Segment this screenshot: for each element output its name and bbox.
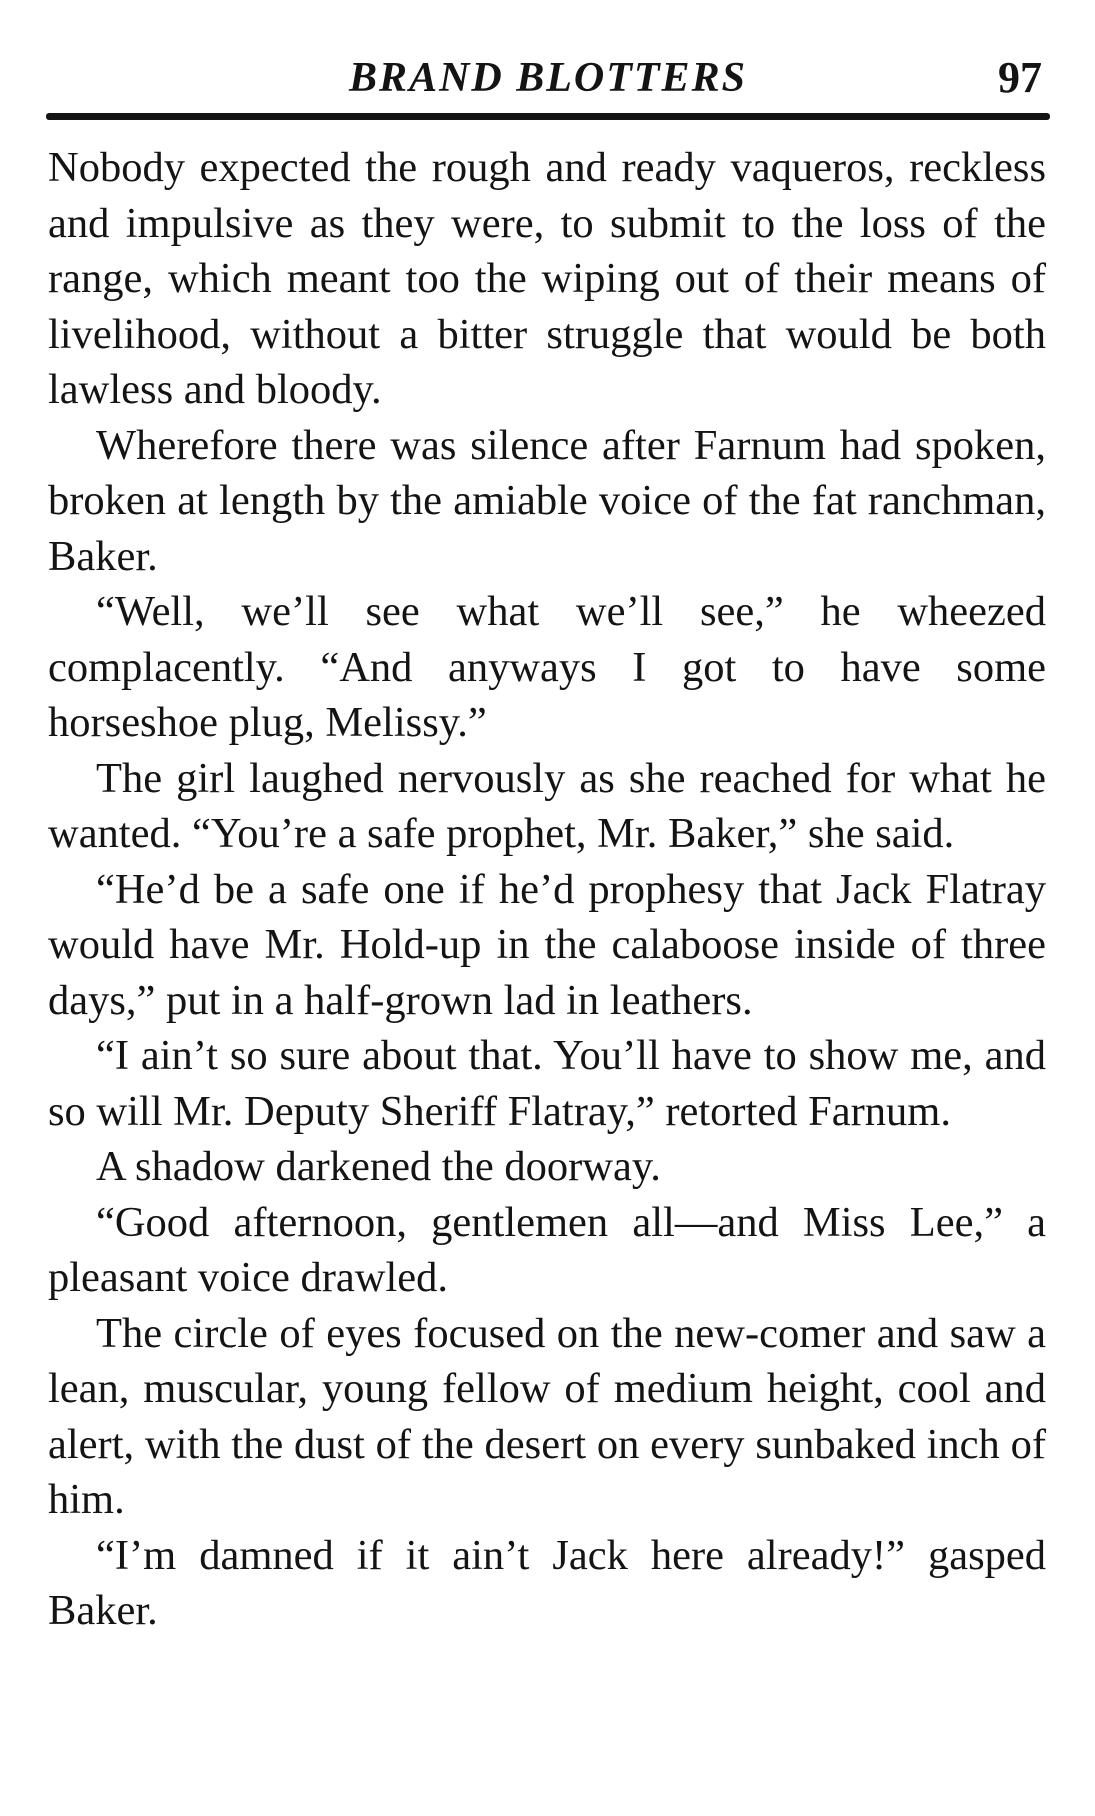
paragraph: A shadow darkened the doorway.	[96, 1143, 661, 1190]
paragraph: “He’d be a safe one if he’d prophesy that Jack Flatray would have Mr. Hold-up in the calaboose inside of three days,” put in a half-grown lad in leathers.	[48, 865, 1046, 1024]
body-text	[48, 140, 1046, 1639]
paragraph: Nobody expected the rough and ready vaqueros, reckless and impulsive as they were, to submit to the loss of the range, which meant too the wiping out of their means of livelihood, without a bitter struggle that would be both lawless and bloody.	[48, 144, 1046, 413]
paragraph: “I ain’t so sure about that. You’ll have to show me, and so will Mr. Deputy Sheriff Flatray,” retorted Farnum.	[48, 1032, 1046, 1135]
page-number: 97	[998, 53, 1042, 102]
paragraph: “I’m damned if it ain’t Jack here already!” gasped Baker.	[48, 1531, 1046, 1634]
paragraph: “Good afternoon, gentlemen all—and Miss Lee,” a pleasant voice drawled.	[48, 1198, 1046, 1301]
paragraph: “Well, we’ll see what we’ll see,” he wheezed complacently. “And anyways I got to have some horseshoe plug, Melissy.”	[48, 588, 1046, 746]
paragraph: Wherefore there was silence after Farnum had spoken, broken at length by the amiable voice of the fat ranchman, Baker.	[48, 421, 1046, 580]
header-rule	[46, 113, 1050, 120]
paragraph: The girl laughed nervously as she reached for what he wanted. “You’re a safe prophet, Mr. Baker,” she said.	[48, 754, 1046, 857]
running-head	[48, 48, 1048, 108]
running-title: BRAND BLOTTERS	[349, 55, 747, 101]
paragraph: The circle of eyes focused on the new-comer and saw a lean, muscular, young fellow of medium height, cool and alert, with the dust of the desert on every sunbaked inch of him.	[48, 1309, 1046, 1523]
